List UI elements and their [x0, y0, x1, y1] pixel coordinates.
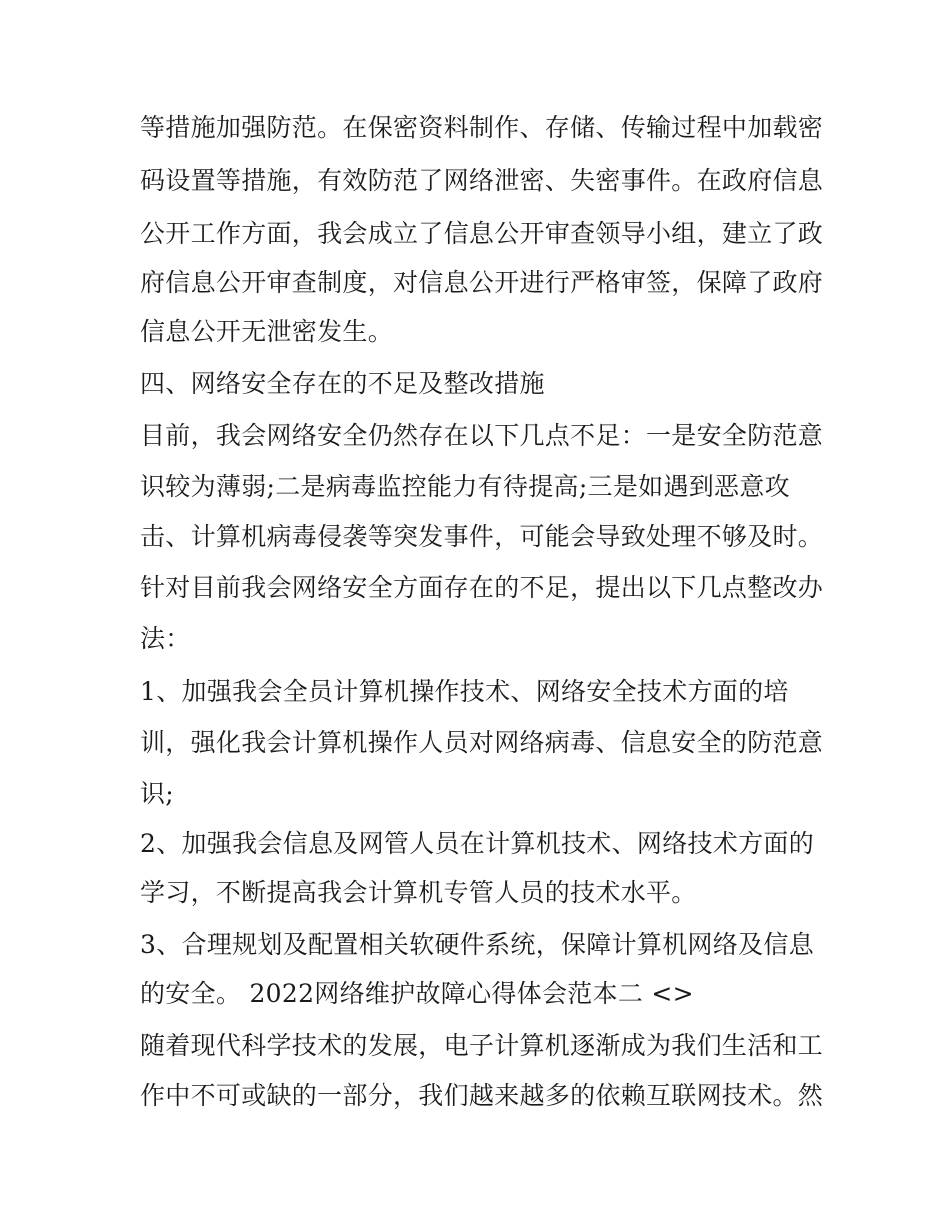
text-line: 识较为薄弱;二是病毒监控能力有待提高;三是如遇到恶意攻	[140, 472, 790, 501]
text-line: 目前，我会网络安全仍然存在以下几点不足：一是安全防范意	[140, 421, 824, 450]
text-line: 府信息公开审查制度，对信息公开进行严格审签，保障了政府	[140, 268, 824, 297]
text-line: 针对目前我会网络安全方面存在的不足，提出以下几点整改办	[140, 573, 824, 602]
list-item-1: 1、加强我会全员计算机操作技术、网络安全技术方面的培	[140, 677, 789, 706]
text-line: 随着现代科学技术的发展，电子计算机逐渐成为我们生活和工	[140, 1031, 824, 1060]
text-line: 等措施加强防范。在保密资料制作、存储、传输过程中加载密	[140, 113, 824, 142]
text-line: 码设置等措施，有效防范了网络泄密、失密事件。在政府信息	[140, 166, 824, 195]
text-line: 的安全。 2022网络维护故障心得体会范本二 <>	[140, 979, 694, 1008]
list-item-2: 2、加强我会信息及网管人员在计算机技术、网络技术方面的	[140, 829, 815, 858]
text-line: 法：	[140, 624, 191, 653]
section-heading: 四、网络安全存在的不足及整改措施	[140, 369, 545, 398]
text-line: 作中不可或缺的一部分，我们越来越多的依赖互联网技术。然	[140, 1081, 824, 1110]
text-line: 公开工作方面，我会成立了信息公开审查领导小组，建立了政	[140, 219, 824, 248]
text-line: 击、计算机病毒侵袭等突发事件，可能会导致处理不够及时。	[140, 522, 824, 551]
text-line: 信息公开无泄密发生。	[140, 317, 394, 346]
text-line: 学习，不断提高我会计算机专管人员的技术水平。	[140, 878, 697, 907]
text-line: 识;	[140, 779, 175, 808]
text-line: 训，强化我会计算机操作人员对网络病毒、信息安全的防范意	[140, 728, 824, 757]
list-item-3: 3、合理规划及配置相关软硬件系统，保障计算机网络及信息	[140, 930, 815, 959]
